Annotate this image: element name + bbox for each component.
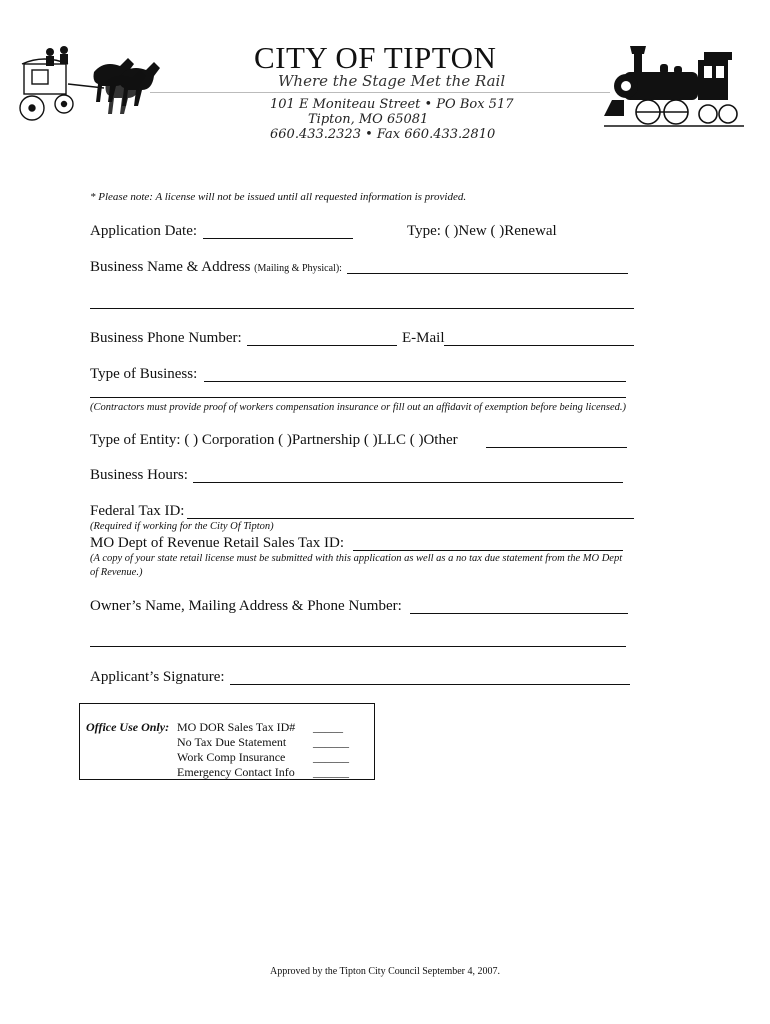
- business-phone-label: Business Phone Number:: [90, 330, 242, 346]
- type-of-business-field-2[interactable]: [90, 397, 626, 398]
- mo-tax-id-field[interactable]: [353, 550, 623, 551]
- entity-other-field[interactable]: [486, 447, 627, 448]
- tagline: Where the Stage Met the Rail: [278, 72, 506, 90]
- email-label: E-Mail: [402, 330, 445, 346]
- office-item-blank[interactable]: _____: [313, 720, 343, 734]
- phone-line: 660.433.2323 • Fax 660.433.2810: [270, 127, 496, 142]
- office-item-label: Work Comp Insurance: [177, 750, 286, 764]
- type-of-business-label: Type of Business:: [90, 366, 198, 382]
- address-line-2: Tipton, MO 65081: [308, 112, 429, 127]
- signature-field[interactable]: [230, 684, 630, 685]
- application-type-options[interactable]: Type: ( )New ( )Renewal: [407, 223, 557, 239]
- application-date-label: Application Date:: [90, 223, 198, 239]
- owner-field-2[interactable]: [90, 646, 626, 647]
- business-name-label-text: Business Name & Address: [90, 259, 251, 275]
- federal-tax-id-field[interactable]: [187, 518, 634, 519]
- business-hours-field[interactable]: [193, 482, 623, 483]
- city-name: CITY OF TIPTON: [254, 40, 497, 75]
- locomotive-icon: [604, 42, 744, 134]
- owner-field[interactable]: [410, 613, 628, 614]
- email-field[interactable]: [444, 345, 634, 346]
- contractors-note: (Contractors must provide proof of workers compensation insurance or fill out an affidavit of exemption before being licensed.): [90, 402, 627, 413]
- entity-type-options[interactable]: Type of Entity: ( ) Corporation ( )Partnership ( )LLC ( )Other: [90, 432, 458, 448]
- mo-tax-id-label: MO Dept of Revenue Retail Sales Tax ID:: [90, 535, 345, 551]
- business-name-label: [90, 259, 342, 276]
- office-item-blank[interactable]: ______: [313, 750, 349, 764]
- application-date-field[interactable]: [203, 238, 353, 239]
- mo-tax-note-line-2: of Revenue.): [90, 567, 143, 578]
- header-rule: [150, 92, 610, 93]
- stagecoach-icon: [8, 42, 178, 132]
- business-hours-label: Business Hours:: [90, 467, 188, 483]
- federal-tax-note: (Required if working for the City Of Tipton): [90, 521, 274, 532]
- owner-label: Owner’s Name, Mailing Address & Phone Number:: [90, 598, 402, 614]
- signature-label: Applicant’s Signature:: [90, 669, 225, 685]
- mo-tax-note-line-1: (A copy of your state retail license must be submitted with this application as well as a no tax due statement from the MO Dept: [90, 553, 623, 564]
- office-item-label: No Tax Due Statement: [177, 735, 287, 749]
- business-phone-field[interactable]: [247, 345, 397, 346]
- federal-tax-id-label: Federal Tax ID:: [90, 503, 185, 519]
- business-name-hint: (Mailing & Physical):: [254, 263, 342, 274]
- office-item-blank[interactable]: ______: [313, 765, 349, 779]
- address-line-1: 101 E Moniteau Street • PO Box 517: [270, 97, 514, 112]
- office-item-label: MO DOR Sales Tax ID#: [177, 720, 296, 734]
- office-item-blank[interactable]: ______: [313, 735, 349, 749]
- business-address-field[interactable]: [90, 308, 634, 309]
- business-name-field[interactable]: [347, 273, 628, 274]
- form-note: * Please note: A license will not be issued until all requested information is provided.: [90, 191, 467, 203]
- type-of-business-field[interactable]: [204, 381, 626, 382]
- office-item-label: Emergency Contact Info: [177, 765, 295, 779]
- approval-footer: Approved by the Tipton City Council September 4, 2007.: [270, 966, 500, 977]
- office-use-title: Office Use Only:: [86, 720, 170, 734]
